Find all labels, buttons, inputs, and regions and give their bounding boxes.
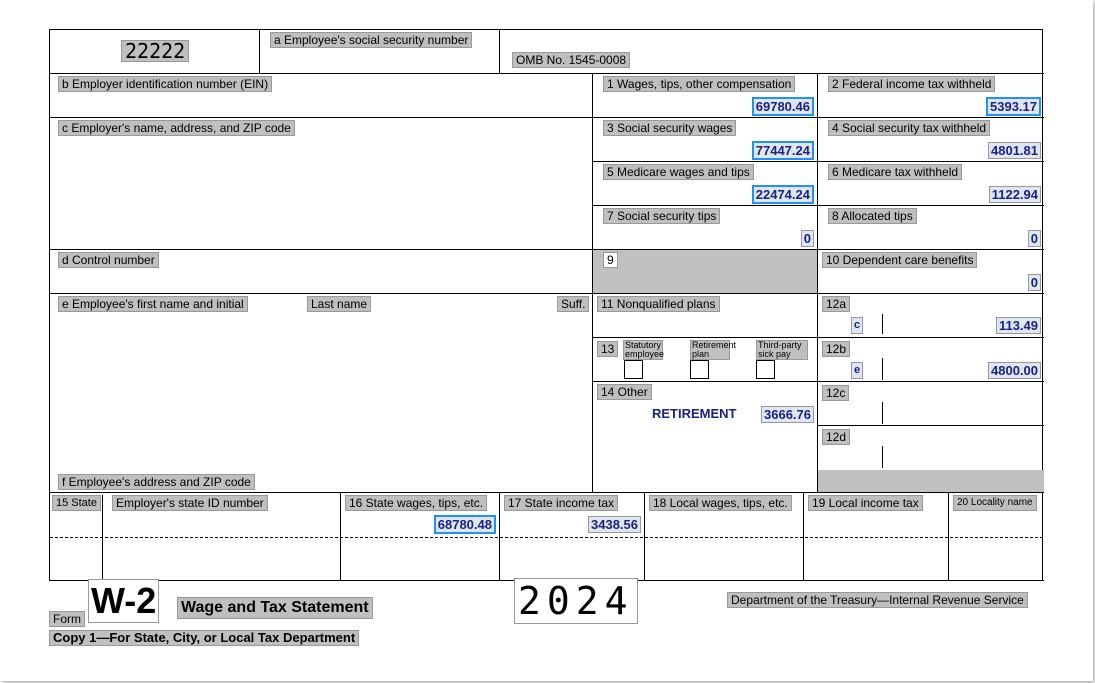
box-7 [593,206,818,250]
box-a [260,30,500,74]
box-12b [818,338,1044,382]
box-12c-label: 12c [822,385,849,401]
box-11-label: 11 Nonqualified plans [597,296,720,312]
box-6 [818,162,1044,206]
box-e-label: e Employee's first name and initial [58,296,248,312]
box-3-label: 3 Social security wages [603,120,736,136]
box-d [50,250,593,294]
box-e-suff-label: Suff. [557,296,589,312]
statutory-employee-checkbox[interactable] [624,360,643,379]
box-12a-label: 12a [822,296,850,312]
box-12d-label: 12d [822,429,850,445]
box-c-label: c Employer's name, address, and ZIP code [58,120,295,136]
form-word: Form [49,611,85,627]
box-5-label: 5 Medicare wages and tips [603,164,754,180]
box-10-label: 10 Dependent care benefits [822,252,977,268]
box-2-value[interactable]: 5393.17 [986,97,1041,116]
box-10-value[interactable]: 0 [1028,274,1041,291]
box-4 [818,118,1044,162]
box-6-value[interactable]: 1122.94 [989,186,1041,203]
box-3 [593,118,818,162]
box-8-label: 8 Allocated tips [828,208,917,224]
box-7-label: 7 Social security tips [603,208,720,224]
box-7-value[interactable]: 0 [801,230,814,247]
box-b [50,74,593,118]
box-19-label: 19 Local income tax [808,495,923,511]
omb-cell [500,30,1044,74]
omb-number: OMB No. 1545-0008 [512,52,630,68]
copy-designation: Copy 1—For State, City, or Local Tax Department [49,630,359,646]
retirement-plan-label: Retirement plan [692,340,737,359]
state-id-label: Employer's state ID number [112,495,268,511]
box-12a-code[interactable]: c [851,317,863,334]
box-12a-divider [882,314,883,334]
box-4-label: 4 Social security tax withheld [828,120,990,136]
box-16-label: 16 State wages, tips, etc. [345,495,487,511]
box-e-f [50,294,593,493]
box-18-label: 18 Local wages, tips, etc. [649,495,792,511]
box-2 [818,74,1044,118]
box-12d [818,426,1044,493]
box-4-value[interactable]: 4801.81 [988,142,1041,159]
form-name: W-2 [88,579,159,623]
box-13 [593,338,818,382]
box-17-value[interactable]: 3438.56 [588,516,641,533]
box-3-value[interactable]: 77447.24 [752,141,814,160]
form-title: Wage and Tax Statement [177,597,373,619]
box-11 [593,294,818,338]
box-1 [593,74,818,118]
box-9 [593,250,818,294]
statutory-employee-label: Statutory employee [625,340,665,359]
box-20-label: 20 Locality name [953,495,1037,511]
form-code: 22222 [121,40,189,62]
box-a-label: a Employee's social security number [270,32,472,48]
state-row-divider [50,537,1043,538]
box-16-value[interactable]: 68780.48 [434,515,496,534]
box-d-label: d Control number [58,252,159,268]
box-6-label: 6 Medicare tax withheld [828,164,962,180]
retirement-plan-checkbox[interactable] [690,360,709,379]
box-13-label: 13 [597,341,618,357]
box-8-value[interactable]: 0 [1028,230,1041,247]
box-12b-amount[interactable]: 4800.00 [988,362,1041,379]
box-e-last-label: Last name [307,296,371,312]
box-15-label: 15 State [52,495,101,511]
box-14-amount[interactable]: 3666.76 [761,406,814,423]
box-12d-shaded [818,470,1044,492]
box-12b-label: 12b [822,341,850,357]
third-party-sick-pay-label: Third-party sick pay [756,340,808,360]
box-5 [593,162,818,206]
box-5-value[interactable]: 22474.24 [752,185,814,204]
form-code-cell [50,30,260,74]
box-14-description[interactable]: RETIREMENT [652,406,737,421]
box-b-label: b Employer identification number (EIN) [58,76,272,92]
box-17-label: 17 State income tax [504,495,618,511]
irs-department: Department of the Treasury—Internal Revenue Service [727,592,1028,608]
box-12b-divider [882,358,883,380]
box-9-label: 9 [603,252,618,268]
box-12d-divider [882,446,883,468]
box-2-label: 2 Federal income tax withheld [828,76,995,92]
w2-form [49,29,1043,581]
box-12c-divider [882,402,883,424]
box-12a-amount[interactable]: 113.49 [996,317,1041,334]
box-1-label: 1 Wages, tips, other compensation [603,76,795,92]
box-f-label: f Employee's address and ZIP code [58,474,255,490]
box-8 [818,206,1044,250]
box-12a [818,294,1044,338]
tax-year: 2024 [514,578,638,624]
third-party-sick-pay-checkbox[interactable] [756,360,775,379]
box-1-value[interactable]: 69780.46 [752,97,814,116]
box-12b-code[interactable]: e [851,362,863,379]
box-12c [818,382,1044,426]
box-14 [593,382,818,493]
box-10 [818,250,1044,294]
box-c [50,118,593,250]
box-14-label: 14 Other [597,384,652,400]
